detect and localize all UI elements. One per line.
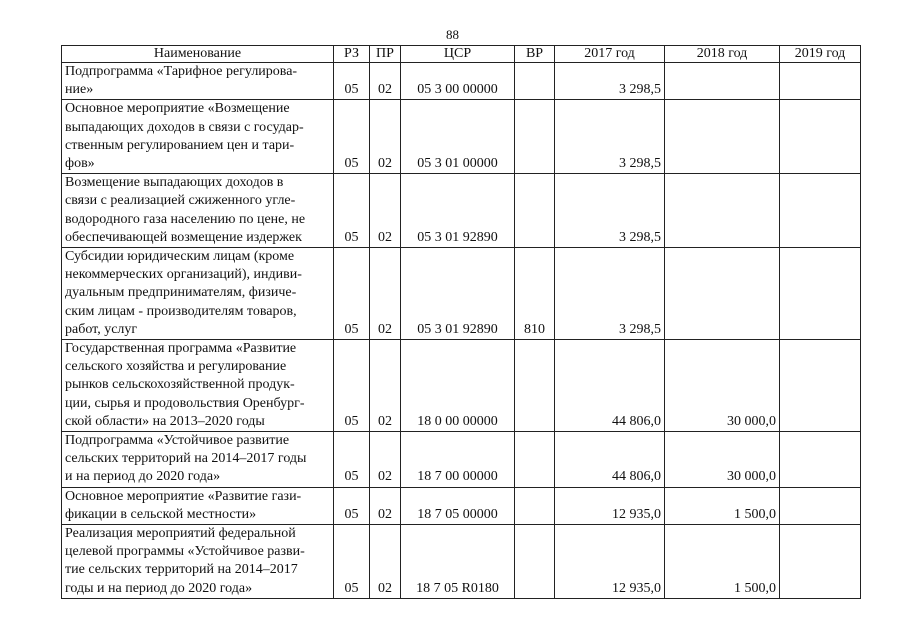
cell-2018: 30 000,0 <box>665 432 780 488</box>
table-row <box>62 487 861 524</box>
row-name-line: дуальным предпринимателям, физиче- <box>65 285 297 301</box>
cell-csr: 18 7 00 00000 <box>401 432 515 488</box>
cell-2018: 1 500,0 <box>665 487 780 524</box>
cell-2017: 3 298,5 <box>555 174 665 248</box>
row-name <box>62 525 334 599</box>
header-2019: 2019 год <box>780 46 861 63</box>
cell-2017: 44 806,0 <box>555 340 665 432</box>
cell-csr: 05 3 01 92890 <box>401 174 515 248</box>
cell-pr: 02 <box>370 248 401 340</box>
cell-vr <box>515 63 555 100</box>
header-vr: ВР <box>515 46 555 63</box>
cell-rz: 05 <box>334 340 370 432</box>
table-body <box>62 63 861 599</box>
row-name <box>62 174 334 248</box>
cell-2017: 3 298,5 <box>555 63 665 100</box>
row-name-line: фов» <box>65 156 95 172</box>
row-name <box>62 487 334 524</box>
row-name-line: и на период до 2020 года» <box>65 469 221 485</box>
cell-2018 <box>665 174 780 248</box>
cell-2018 <box>665 248 780 340</box>
cell-vr <box>515 432 555 488</box>
row-name-line: водородного газа населению по цене, не <box>65 211 306 227</box>
row-name-line: Возмещение выпадающих доходов в <box>65 175 284 191</box>
row-name-line: Реализация мероприятий федеральной <box>65 526 296 542</box>
row-name-line: некоммерческих организаций), индиви- <box>65 267 302 283</box>
page-number: 88 <box>446 27 459 42</box>
cell-csr: 05 3 01 00000 <box>401 100 515 174</box>
cell-2019 <box>780 487 861 524</box>
cell-2019 <box>780 525 861 599</box>
row-name <box>62 248 334 340</box>
row-name <box>62 340 334 432</box>
row-name-line: тие сельских территорий на 2014–2017 <box>65 562 298 578</box>
cell-rz: 05 <box>334 432 370 488</box>
row-name-line: ским лицам - производителям товаров, <box>65 303 297 319</box>
table-row <box>62 63 861 100</box>
row-name-line: сельских территорий на 2014–2017 годы <box>65 451 307 467</box>
header-rz: РЗ <box>334 46 370 63</box>
cell-2018: 1 500,0 <box>665 525 780 599</box>
table-row <box>62 174 861 248</box>
header-2018: 2018 год <box>665 46 780 63</box>
cell-2019 <box>780 100 861 174</box>
cell-pr: 02 <box>370 525 401 599</box>
row-name-line: сельского хозяйства и регулирование <box>65 359 287 375</box>
cell-2018 <box>665 100 780 174</box>
cell-csr: 05 3 00 00000 <box>401 63 515 100</box>
cell-csr: 18 7 05 R0180 <box>401 525 515 599</box>
cell-2017: 12 935,0 <box>555 525 665 599</box>
cell-rz: 05 <box>334 63 370 100</box>
cell-2017: 3 298,5 <box>555 248 665 340</box>
row-name-line: ской области» на 2013–2020 годы <box>65 413 265 429</box>
table-row <box>62 340 861 432</box>
cell-pr: 02 <box>370 487 401 524</box>
cell-rz: 05 <box>334 525 370 599</box>
cell-2017: 3 298,5 <box>555 100 665 174</box>
cell-pr: 02 <box>370 174 401 248</box>
cell-vr: 810 <box>515 248 555 340</box>
cell-2018: 30 000,0 <box>665 340 780 432</box>
row-name-line: ственным регулированием цен и тари- <box>65 137 295 153</box>
table-row <box>62 100 861 174</box>
cell-pr: 02 <box>370 63 401 100</box>
cell-2017: 44 806,0 <box>555 432 665 488</box>
row-name-line: Подпрограмма «Устойчивое развитие <box>65 433 290 449</box>
cell-rz: 05 <box>334 248 370 340</box>
row-name-line: Основное мероприятие «Развитие гази- <box>65 488 302 504</box>
header-pr: ПР <box>370 46 401 63</box>
cell-vr <box>515 525 555 599</box>
row-name-line: Государственная программа «Развитие <box>65 341 297 357</box>
row-name <box>62 432 334 488</box>
row-name-line: Субсидии юридическим лицам (кроме <box>65 249 295 265</box>
cell-pr: 02 <box>370 432 401 488</box>
cell-csr: 18 0 00 00000 <box>401 340 515 432</box>
table-row <box>62 525 861 599</box>
cell-csr: 18 7 05 00000 <box>401 487 515 524</box>
header-name: Наименование <box>62 46 334 63</box>
row-name-line: работ, услуг <box>65 321 138 337</box>
row-name-line: ние» <box>65 82 94 98</box>
cell-pr: 02 <box>370 100 401 174</box>
cell-2019 <box>780 63 861 100</box>
cell-csr: 05 3 01 92890 <box>401 248 515 340</box>
row-name-line: целевой программы «Устойчивое разви- <box>65 544 305 560</box>
header-csr: ЦСР <box>401 46 515 63</box>
cell-vr <box>515 487 555 524</box>
cell-2019 <box>780 432 861 488</box>
row-name-line: Подпрограмма «Тарифное регулирова- <box>65 64 298 79</box>
cell-vr <box>515 100 555 174</box>
row-name-line: Основное мероприятие «Возмещение <box>65 101 290 117</box>
table-row <box>62 432 861 488</box>
cell-2018 <box>665 63 780 100</box>
row-name-line: годы и на период до 2020 года» <box>65 580 253 596</box>
row-name-line: фикации в сельской местности» <box>65 506 257 522</box>
table-row <box>62 248 861 340</box>
table-header-row <box>62 46 861 63</box>
budget-table <box>61 45 861 599</box>
row-name-line: ции, сырья и продовольствия Оренбург- <box>65 395 305 411</box>
row-name-line: обеспечивающей возмещение издержек <box>65 229 302 245</box>
cell-rz: 05 <box>334 487 370 524</box>
cell-vr <box>515 174 555 248</box>
row-name <box>62 63 334 100</box>
row-name <box>62 100 334 174</box>
cell-2019 <box>780 340 861 432</box>
cell-2017: 12 935,0 <box>555 487 665 524</box>
header-2017: 2017 год <box>555 46 665 63</box>
cell-rz: 05 <box>334 174 370 248</box>
cell-2019 <box>780 248 861 340</box>
row-name-line: связи с реализацией сжиженного угле- <box>65 193 296 209</box>
row-name-line: рынков сельскохозяйственной продук- <box>65 377 295 393</box>
row-name-line: выпадающих доходов в связи с государ- <box>65 119 304 135</box>
cell-vr <box>515 340 555 432</box>
cell-rz: 05 <box>334 100 370 174</box>
cell-2019 <box>780 174 861 248</box>
cell-pr: 02 <box>370 340 401 432</box>
